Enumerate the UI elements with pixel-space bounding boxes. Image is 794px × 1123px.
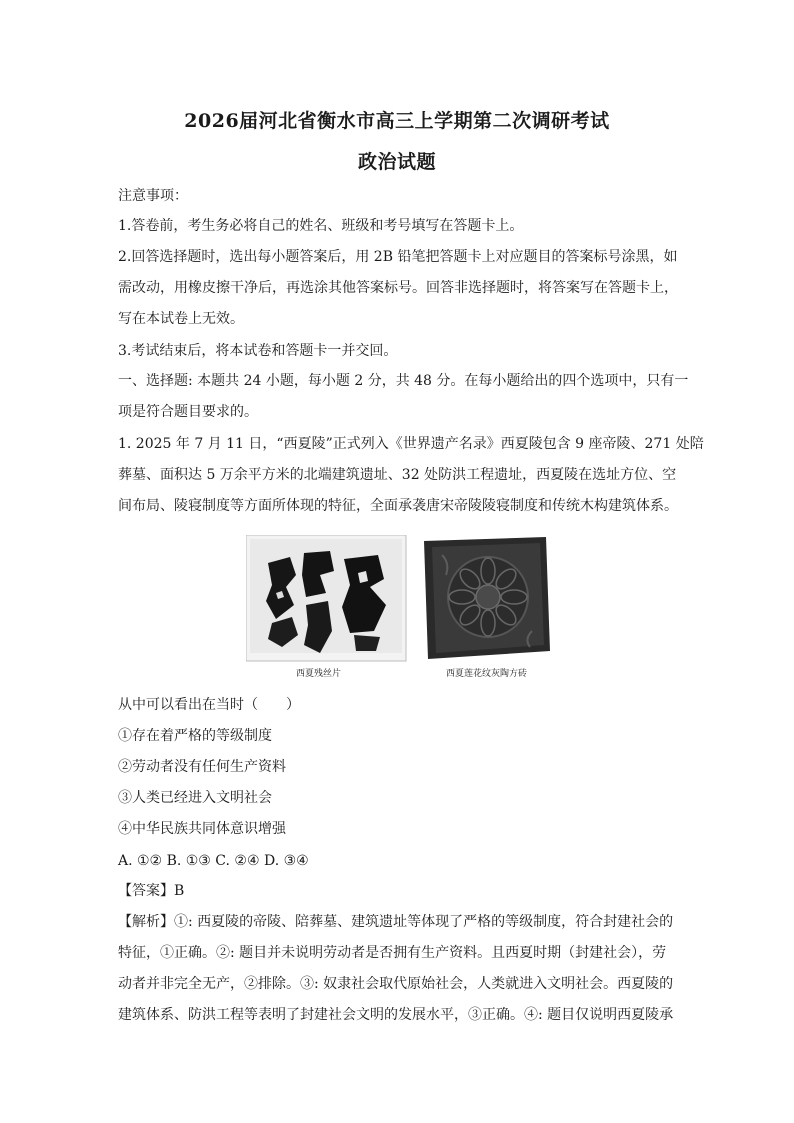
analysis-line: 【解析】①: 西夏陵的帝陵、陪葬墓、建筑遗址等体现了严格的等级制度，符合封建社会的 xyxy=(118,914,674,930)
question-option: ②劳动者没有任何生产资料 xyxy=(118,759,286,775)
notice-heading: 注意事项： xyxy=(118,188,188,204)
question-stem: 葬墓、面积达 5 万余平方米的北端建筑遗址、32 处防洪工程遗址，西夏陵在选址方位、空 xyxy=(118,467,677,483)
question-option: ④中华民族共同体意识增强 xyxy=(118,821,286,837)
question-option: ③人类已经进入文明社会 xyxy=(118,790,272,806)
analysis-line: 特征，①正确。②: 题目并未说明劳动者是否拥有生产资料。且西夏时期（封建社会），劳 xyxy=(118,945,667,961)
answer-label: 【答案】B xyxy=(118,883,185,899)
notice-item: 3.考试结束后，将本试卷和答题卡一并交回。 xyxy=(118,343,398,359)
notice-item: 写在本试卷上无效。 xyxy=(118,311,244,327)
exam-title: 2026届河北省衡水市高三上学期第二次调研考试 xyxy=(184,110,610,132)
section-intro: 项是符合题目要求的。 xyxy=(118,404,258,420)
notice-item: 需改动，用橡皮擦干净后，再选涂其他答案标号。回答非选择题时，将答案写在答题卡上， xyxy=(118,280,678,296)
relic-figure xyxy=(246,535,552,683)
silk-fragment-photo xyxy=(246,535,406,661)
figure-caption-right: 西夏莲花纹灰陶方砖 xyxy=(446,669,528,679)
lotus-brick-photo xyxy=(424,537,550,659)
analysis-line: 动者并非完全无产，②排除。③: 奴隶社会取代原始社会，人类就进入文明社会。西夏陵的 xyxy=(118,976,674,992)
analysis-line: 建筑体系、防洪工程等表明了封建社会文明的发展水平，③正确。④: 题目仅说明西夏陵承 xyxy=(118,1007,674,1023)
figure-caption-left: 西夏残丝片 xyxy=(296,669,342,679)
section-intro: 一、选择题: 本题共 24 小题，每小题 2 分，共 48 分。在每小题给出的四个选项中，只有一 xyxy=(118,373,689,389)
relic-photos xyxy=(246,535,552,683)
question-prompt: 从中可以看出在当时（ ） xyxy=(118,697,300,713)
question-stem: 间布局、陵寝制度等方面所体现的特征，全面承袭唐宋帝陵陵寝制度和传统木构建筑体系。 xyxy=(118,498,678,514)
question-choices: A. ①② B. ①③ C. ②④ D. ③④ xyxy=(118,853,309,869)
question-option: ①存在着严格的等级制度 xyxy=(118,728,272,744)
question-stem: 1. 2025 年 7 月 11 日，“西夏陵”正式列入《世界遗产名录》西夏陵包含 9 座帝陵、271 处陪 xyxy=(118,436,704,452)
notice-item: 1.答卷前，考生务必将自己的姓名、班级和考号填写在答题卡上。 xyxy=(118,218,524,234)
notice-item: 2.回答选择题时，选出每小题答案后，用 2B 铅笔把答题卡上对应题目的答案标号涂黑，如 xyxy=(118,249,678,265)
exam-subject: 政治试题 xyxy=(357,151,436,173)
